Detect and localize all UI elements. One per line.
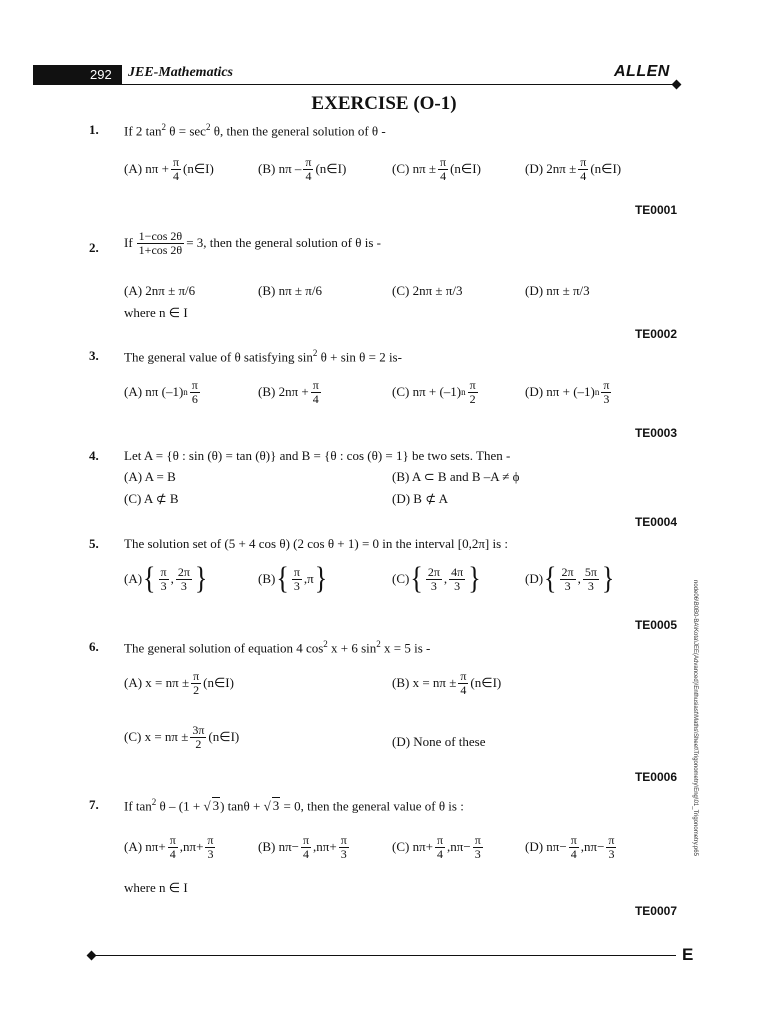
side-file-path: node06\B0B0-BA\Kota\JEE(Advanced)\Enthusiast\Maths\Sheet\Trigonometry\Eng\01_Trigonometry.p65 <box>692 580 698 856</box>
footer-rule <box>93 955 676 956</box>
option-a: (A) nπ + $\frac{\pi}{4}$ (n∈I) <box>124 155 214 183</box>
option-c: (C) nπ + (–1) n $\frac{\pi}{2}$ <box>392 378 476 406</box>
brand-logo: ALLEN <box>614 63 670 80</box>
option-b: (B) 2nπ + $\frac{\pi}{4}$ <box>258 378 319 406</box>
question-number: 6. <box>89 639 99 654</box>
question-text: Let A = {θ : sin (θ) = tan (θ)} and B = {θ : cos (θ) = 1} be two sets. Then - <box>124 448 511 463</box>
option-a: (A) A = B <box>124 469 176 484</box>
question-code: TE0005 <box>634 618 677 632</box>
option-b: (B) nπ – $\frac{\pi}{4}$ (n∈I) <box>258 155 347 183</box>
question-text: If $\tan^2 \theta - (1$ + √ 3) tanθ + √ 3 = 0, then the general value of θ is : <box>124 797 464 814</box>
option-c: (C) A ⊄ B <box>124 491 179 506</box>
question-text: The general value of θ satisfying $\sin^2 \theta + \sin \theta = 2$ is- <box>124 348 402 365</box>
question-text: If 2 $\tan^2 \theta = \sec^2 \theta$, then the general solution of θ - <box>124 122 386 139</box>
exercise-title: EXERCISE (O-1) <box>311 93 457 114</box>
question-code: TE0003 <box>634 426 677 440</box>
header-rule <box>122 84 674 85</box>
option-a: (A) { $\frac{\pi}{3}$ , $\frac{2\pi}{3}$ } <box>124 561 208 596</box>
option-c: (C) nπ ± $\frac{\pi}{4}$ (n∈I) <box>392 155 481 183</box>
option-d: (D) 2nπ ± $\frac{\pi}{4}$ (n∈I) <box>525 155 622 183</box>
question-number: 3. <box>89 348 99 363</box>
option-b: (B) nπ ± π/6 <box>258 283 322 298</box>
question-number: 5. <box>89 536 99 551</box>
option-c: (C) x = nπ ± $\frac{3\pi}{2}$ (n∈I) <box>124 723 240 751</box>
question-text: The general solution of equation 4 $\cos^2 x + 6$ $\sin^2 x = 5$ is - <box>124 639 431 656</box>
option-d: (D) { $\frac{2\pi}{3}$ , $\frac{5\pi}{3}$ } <box>525 561 615 596</box>
question-code: TE0001 <box>634 203 677 217</box>
option-b: (B) nπ− $\frac{\pi}{4}$ ,nπ+ $\frac{\pi}{3}$ <box>258 833 347 861</box>
option-d: (D) nπ ± π/3 <box>525 283 590 298</box>
option-d: (D) nπ + (–1) n $\frac{\pi}{3}$ <box>525 378 610 406</box>
question-number: 2. <box>89 240 99 255</box>
option-c: (C) 2nπ ± π/3 <box>392 283 463 298</box>
option-a: (A) nπ+ $\frac{\pi}{4}$ ,nπ+ $\frac{\pi}{3}$ <box>124 833 214 861</box>
option-a: (A) nπ (–1) n $\frac{\pi}{6}$ <box>124 378 198 406</box>
diamond-icon <box>672 80 682 90</box>
option-c: (C) nπ+ $\frac{\pi}{4}$ ,nπ− $\frac{\pi}{3}$ <box>392 833 481 861</box>
option-b: (B) { $\frac{\pi}{3}$ , π } <box>258 561 328 596</box>
where-note: where n ∈ I <box>124 880 188 895</box>
option-d: (D) B ⊄ A <box>392 491 449 506</box>
option-d: (D) None of these <box>392 734 486 749</box>
question-text: If $\frac{1-\cos 2\theta}{1+\cos 2\theta}$ = 3, then the general solution of θ is - <box>124 229 381 257</box>
question-code: TE0004 <box>634 515 677 529</box>
question-code: TE0007 <box>634 904 677 918</box>
question-code: TE0002 <box>634 327 677 341</box>
option-c: (C) { $\frac{2\pi}{3}$ , $\frac{4\pi}{3}$ } <box>392 561 481 596</box>
question-number: 1. <box>89 122 99 137</box>
option-d: (D) nπ− $\frac{\pi}{4}$ ,nπ− $\frac{\pi}{3}$ <box>525 833 615 861</box>
question-text: The solution set of (5 + 4 cos θ) (2 cos θ + 1) = 0 in the interval [0,2π] is : <box>124 536 509 551</box>
question-number: 4. <box>89 448 99 463</box>
option-a: (A) 2nπ ± π/6 <box>124 283 196 298</box>
page-number: 292 <box>90 67 112 82</box>
book-title: JEE-Mathematics <box>128 65 234 80</box>
option-a: (A) x = nπ ± $\frac{\pi}{2}$ (n∈I) <box>124 669 234 697</box>
option-b: (B) A ⊂ B and B –A ≠ ϕ <box>392 469 520 484</box>
question-code: TE0006 <box>634 770 677 784</box>
question-number: 7. <box>89 797 99 812</box>
option-b: (B) x = nπ ± $\frac{\pi}{4}$ (n∈I) <box>392 669 502 697</box>
footer-letter: E <box>682 945 694 964</box>
where-note: where n ∈ I <box>124 305 188 320</box>
